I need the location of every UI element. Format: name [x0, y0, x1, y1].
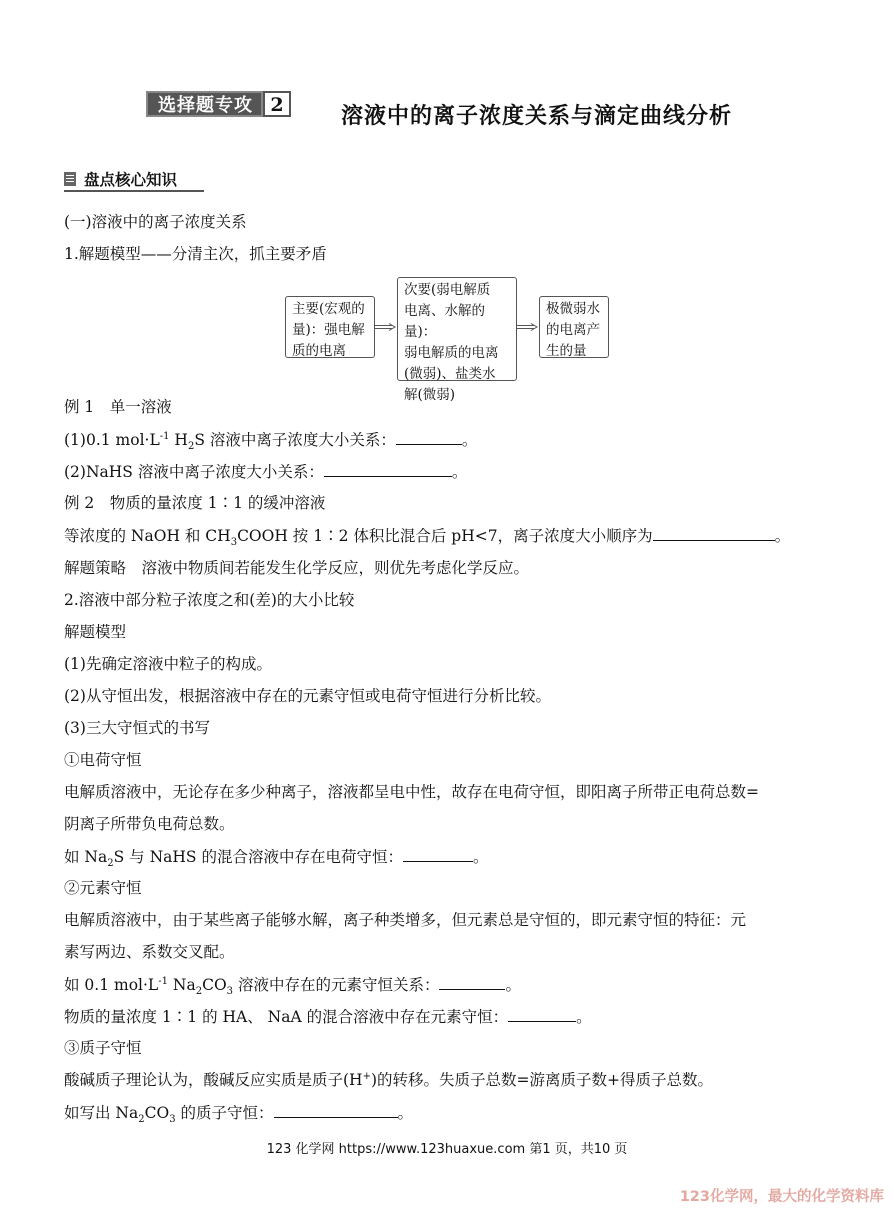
diagram-box-line: 量)：强电解	[292, 322, 365, 338]
diagram-box-line: 次要(弱电解质	[404, 282, 491, 298]
diagram-box-line: 解(微弱)	[404, 387, 456, 403]
diagram-box-line: 生的量	[546, 343, 587, 359]
answer-blank[interactable]	[396, 430, 462, 445]
diagram-box-line: (微弱)、盐类水	[404, 366, 496, 382]
step-2: (2)从守恒出发，根据溶液中存在的元素守恒或电荷守恒进行分析比较。	[64, 687, 551, 705]
answer-blank[interactable]	[403, 847, 473, 862]
arrow-icon	[517, 323, 539, 331]
model-label: 解题模型	[64, 623, 127, 641]
diagram-box-secondary	[397, 277, 517, 403]
arrow-icon	[375, 323, 397, 331]
diagram-box-primary	[285, 296, 375, 358]
topic-badge-label: 选择题专攻	[146, 91, 263, 117]
answer-blank[interactable]	[653, 526, 775, 541]
topic-badge-number: 2	[263, 91, 291, 117]
element-paragraph-2: 素写两边、系数交叉配。	[64, 943, 235, 961]
diagram-box-line: 质的电离	[292, 343, 346, 359]
element-question-1: 如 0.1 $mol\cdot L^{-1}$ $Na_2CO_3$ 溶液中存在的元素守恒关系： 。	[64, 975, 521, 998]
proton-paragraph: 酸碱质子理论认为，酸碱反应实质是质子(H+)的转移。失质子总数=游离质子数+得质子总数。	[64, 1070, 713, 1089]
strategy: 解题策略 溶液中物质间若能发生化学反应，则优先考虑化学反应。	[64, 559, 530, 577]
diagram-box-line: 电离、水解的量)：	[404, 303, 485, 340]
diagram-box-line: 极微弱水	[546, 301, 600, 317]
example-1-title: 例 1 单一溶液	[64, 398, 172, 416]
answer-blank[interactable]	[508, 1007, 576, 1022]
charge-paragraph-1: 电解质溶液中，无论存在多少种离子，溶液都呈电中性，故存在电荷守恒，即阳离子所带正电荷总数=	[64, 783, 759, 801]
answer-blank[interactable]	[274, 1103, 398, 1118]
subsection-2-title: 2.溶液中部分粒子浓度之和(差)的大小比较	[64, 591, 355, 609]
section-heading	[64, 168, 177, 190]
answer-blank[interactable]	[439, 975, 505, 990]
element-conservation-title: ②元素守恒	[64, 879, 142, 897]
watermark: 123化学网，最大的化学资料库	[679, 1189, 884, 1205]
proton-question: 如写出 $Na_2CO_3$ 的质子守恒： 。	[64, 1104, 414, 1126]
section-underline	[64, 190, 204, 192]
question-2: (2)NaHS 溶液中离子浓度大小关系： 。	[64, 463, 468, 481]
topic-badge	[146, 91, 291, 117]
step-1: (1)先确定溶液中粒子的构成。	[64, 655, 272, 673]
page-title: 溶液中的离子浓度关系与滴定曲线分析	[341, 104, 733, 129]
diagram-box-minor	[539, 296, 609, 358]
charge-question: 如 $Na_2S$ 与 NaHS 的混合溶液中存在电荷守恒： 。	[64, 848, 489, 870]
answer-blank[interactable]	[324, 462, 452, 477]
subsection-title: (一)溶液中的离子浓度关系	[64, 213, 247, 231]
example-2-title: 例 2 物质的量浓度 1∶1 的缓冲溶液	[64, 494, 326, 512]
proton-conservation-title: ③质子守恒	[64, 1039, 142, 1057]
diagram-box-line: 主要(宏观的	[292, 301, 365, 317]
element-question-2: 物质的量浓度 1∶1 的 HA、 NaA 的混合溶液中存在元素守恒： 。	[64, 1008, 592, 1026]
charge-conservation-title: ①电荷守恒	[64, 751, 142, 769]
document-icon	[64, 172, 76, 186]
diagram-box-line: 弱电解质的电离	[404, 345, 499, 361]
question-1: (1)0.1 $mol\cdot L^{-1}$ $H_2S$ 溶液中离子浓度大小关系： 。	[64, 430, 478, 453]
charge-paragraph-2: 阴离子所带负电荷总数。	[64, 815, 235, 833]
diagram-box-line: 的电离产	[546, 322, 600, 338]
question-3: 等浓度的 NaOH 和 $CH_3COOH$ 按 1∶2 体积比混合后 pH<7，离子浓度大小顺序为 。	[64, 527, 791, 549]
section-heading-text: 盘点核心知识	[84, 171, 178, 189]
element-paragraph-1: 电解质溶液中，由于某些离子能够水解，离子种类增多，但元素总是守恒的，即元素守恒的特征：元	[64, 911, 747, 929]
step-3: (3)三大守恒式的书写	[64, 719, 210, 737]
page-footer: 123 化学网 https://www.123huaxue.com 第1 页，共10 页	[266, 1142, 628, 1157]
model-title: 1.解题模型——分清主次，抓主要矛盾	[64, 245, 327, 263]
